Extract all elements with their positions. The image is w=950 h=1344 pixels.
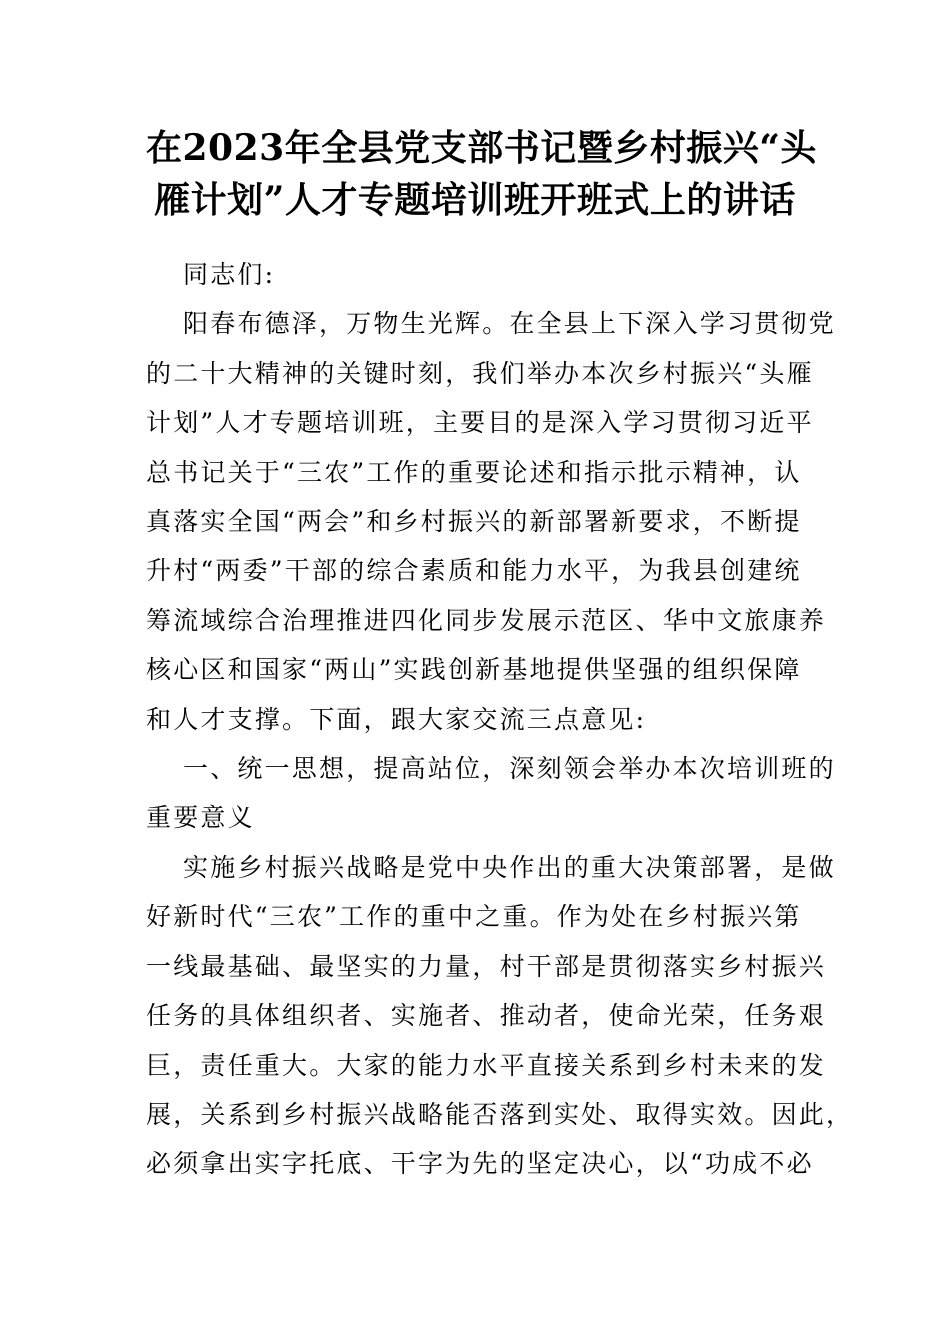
section-1-paragraph bbox=[146, 843, 854, 1189]
text-line: 巨，责任重大。大家的能力水平直接关系到乡村未来的发 bbox=[146, 1050, 827, 1080]
text-line: 升村“两委”干部的综合素质和能力水平，为我县创建统 bbox=[146, 556, 802, 586]
title-line-1: 在2023年全县党支部书记暨乡村振兴“头 bbox=[146, 127, 817, 169]
document-title bbox=[146, 122, 817, 226]
text-line: 一线最基础、最坚实的力量，村干部是贯彻落实乡村振兴 bbox=[146, 951, 827, 981]
text-line: 筹流域综合治理推进四化同步发展示范区、华中文旅康养 bbox=[146, 605, 827, 635]
text-line: 计划”人才专题培训班，主要目的是深入学习贯彻习近平 bbox=[146, 408, 814, 438]
text-line: 总书记关于“三农”工作的重要论述和指示批示精神，认 bbox=[146, 457, 802, 487]
text-line: 阳春布德泽，万物生光辉。在全县上下深入学习贯彻党 bbox=[183, 309, 836, 339]
text-line: 实施乡村振兴战略是党中央作出的重大决策部署，是做 bbox=[183, 852, 836, 882]
text-line: 展，关系到乡村振兴战略能否落到实处、取得实效。因此， bbox=[146, 1099, 854, 1129]
salutation-paragraph bbox=[146, 250, 804, 299]
document-body bbox=[146, 250, 854, 1189]
text-line: 一、统一思想，提高站位，深刻领会举办本次培训班的 bbox=[183, 754, 836, 784]
text-line: 任务的具体组织者、实施者、推动者，使命光荣，任务艰 bbox=[146, 1001, 827, 1031]
text-line: 和人才支撑。下面，跟大家交流三点意见: bbox=[146, 704, 647, 734]
section-heading-1 bbox=[146, 744, 836, 843]
text-line: 真落实全国“两会”和乡村振兴的新部署新要求，不断提 bbox=[146, 507, 802, 537]
text-line: 的二十大精神的关键时刻，我们举办本次乡村振兴“头雁 bbox=[146, 358, 814, 388]
text-line: 核心区和国家“两山”实践创新基地提供坚强的组织保障 bbox=[146, 655, 802, 685]
text-line: 必须拿出实字托底、干字为先的坚定决心，以“功成不必 bbox=[146, 1149, 814, 1179]
text-line: 好新时代“三农”工作的重中之重。作为处在乡村振兴第 bbox=[146, 902, 802, 932]
text-line: 重要意义 bbox=[146, 803, 255, 833]
document-page bbox=[146, 122, 854, 1189]
opening-paragraph bbox=[146, 299, 836, 744]
text-line: 同志们: bbox=[183, 260, 276, 289]
title-line-2: 雁计划”人才专题培训班开班式上的讲话 bbox=[154, 179, 796, 221]
